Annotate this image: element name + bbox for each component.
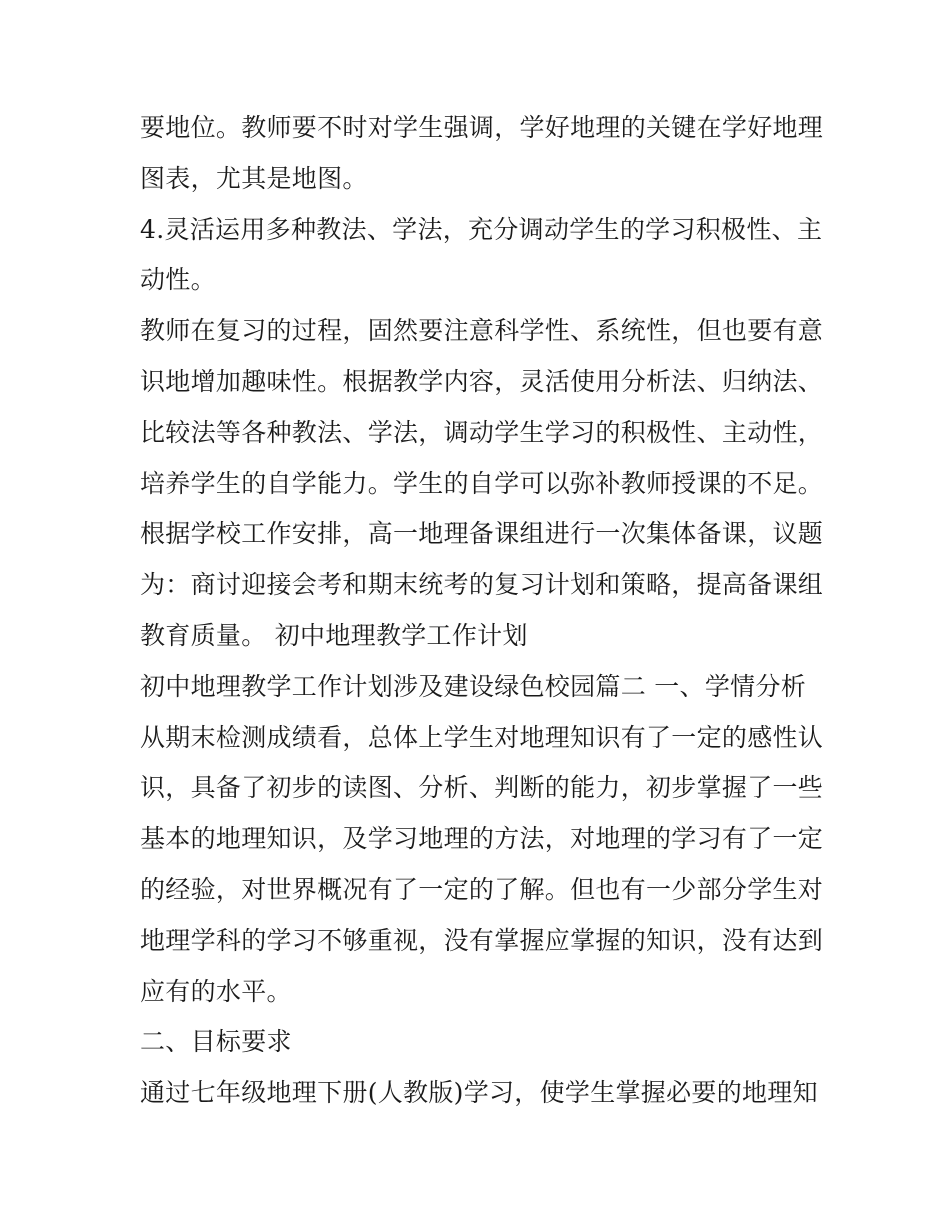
text-line: 从期末检测成绩看，总体上学生对地理知识有了一定的感性认	[140, 722, 824, 752]
text-line: 4.灵活运用多种教法、学法，充分调动学生的学习积极性、主	[140, 214, 823, 244]
text-line: 为：商讨迎接会考和期末统考的复习计划和策略，提高备课组	[140, 570, 824, 600]
text-line: 动性。	[140, 265, 216, 295]
text-line: 根据学校工作安排，高一地理备课组进行一次集体备课，议题	[140, 519, 824, 549]
text-line: 要地位。教师要不时对学生强调，学好地理的关键在学好地理	[140, 113, 824, 142]
text-line: 教师在复习的过程，固然要注意科学性、系统性，但也要有意	[140, 316, 824, 346]
text-line: 应有的水平。	[140, 976, 292, 1006]
text-line: 识地增加趣味性。根据教学内容，灵活使用分析法、归纳法、	[140, 366, 824, 396]
text-line: 教育质量。 初中地理教学工作计划	[140, 620, 528, 650]
text-line: 地理学科的学习不够重视，没有掌握应掌握的知识，没有达到	[140, 925, 824, 955]
text-line: 培养学生的自学能力。学生的自学可以弥补教师授课的不足。	[140, 468, 824, 498]
text-line: 图表，尤其是地图。	[140, 163, 368, 193]
text-line: 识，具备了初步的读图、分析、判断的能力，初步掌握了一些	[140, 773, 824, 803]
text-line: 通过七年级地理下册(人教版)学习，使学生掌握必要的地理知	[140, 1078, 818, 1108]
document-body	[140, 103, 824, 1119]
text-line: 比较法等各种教法、学法，调动学生学习的积极性、主动性，	[140, 417, 824, 447]
text-line: 基本的地理知识，及学习地理的方法，对地理的学习有了一定	[140, 824, 824, 854]
text-line: 初中地理教学工作计划涉及建设绿色校园篇二 一、学情分析	[140, 671, 807, 701]
text-line: 的经验，对世界概况有了一定的了解。但也有一少部分学生对	[140, 874, 824, 904]
section-heading: 二、目标要求	[140, 1027, 292, 1057]
